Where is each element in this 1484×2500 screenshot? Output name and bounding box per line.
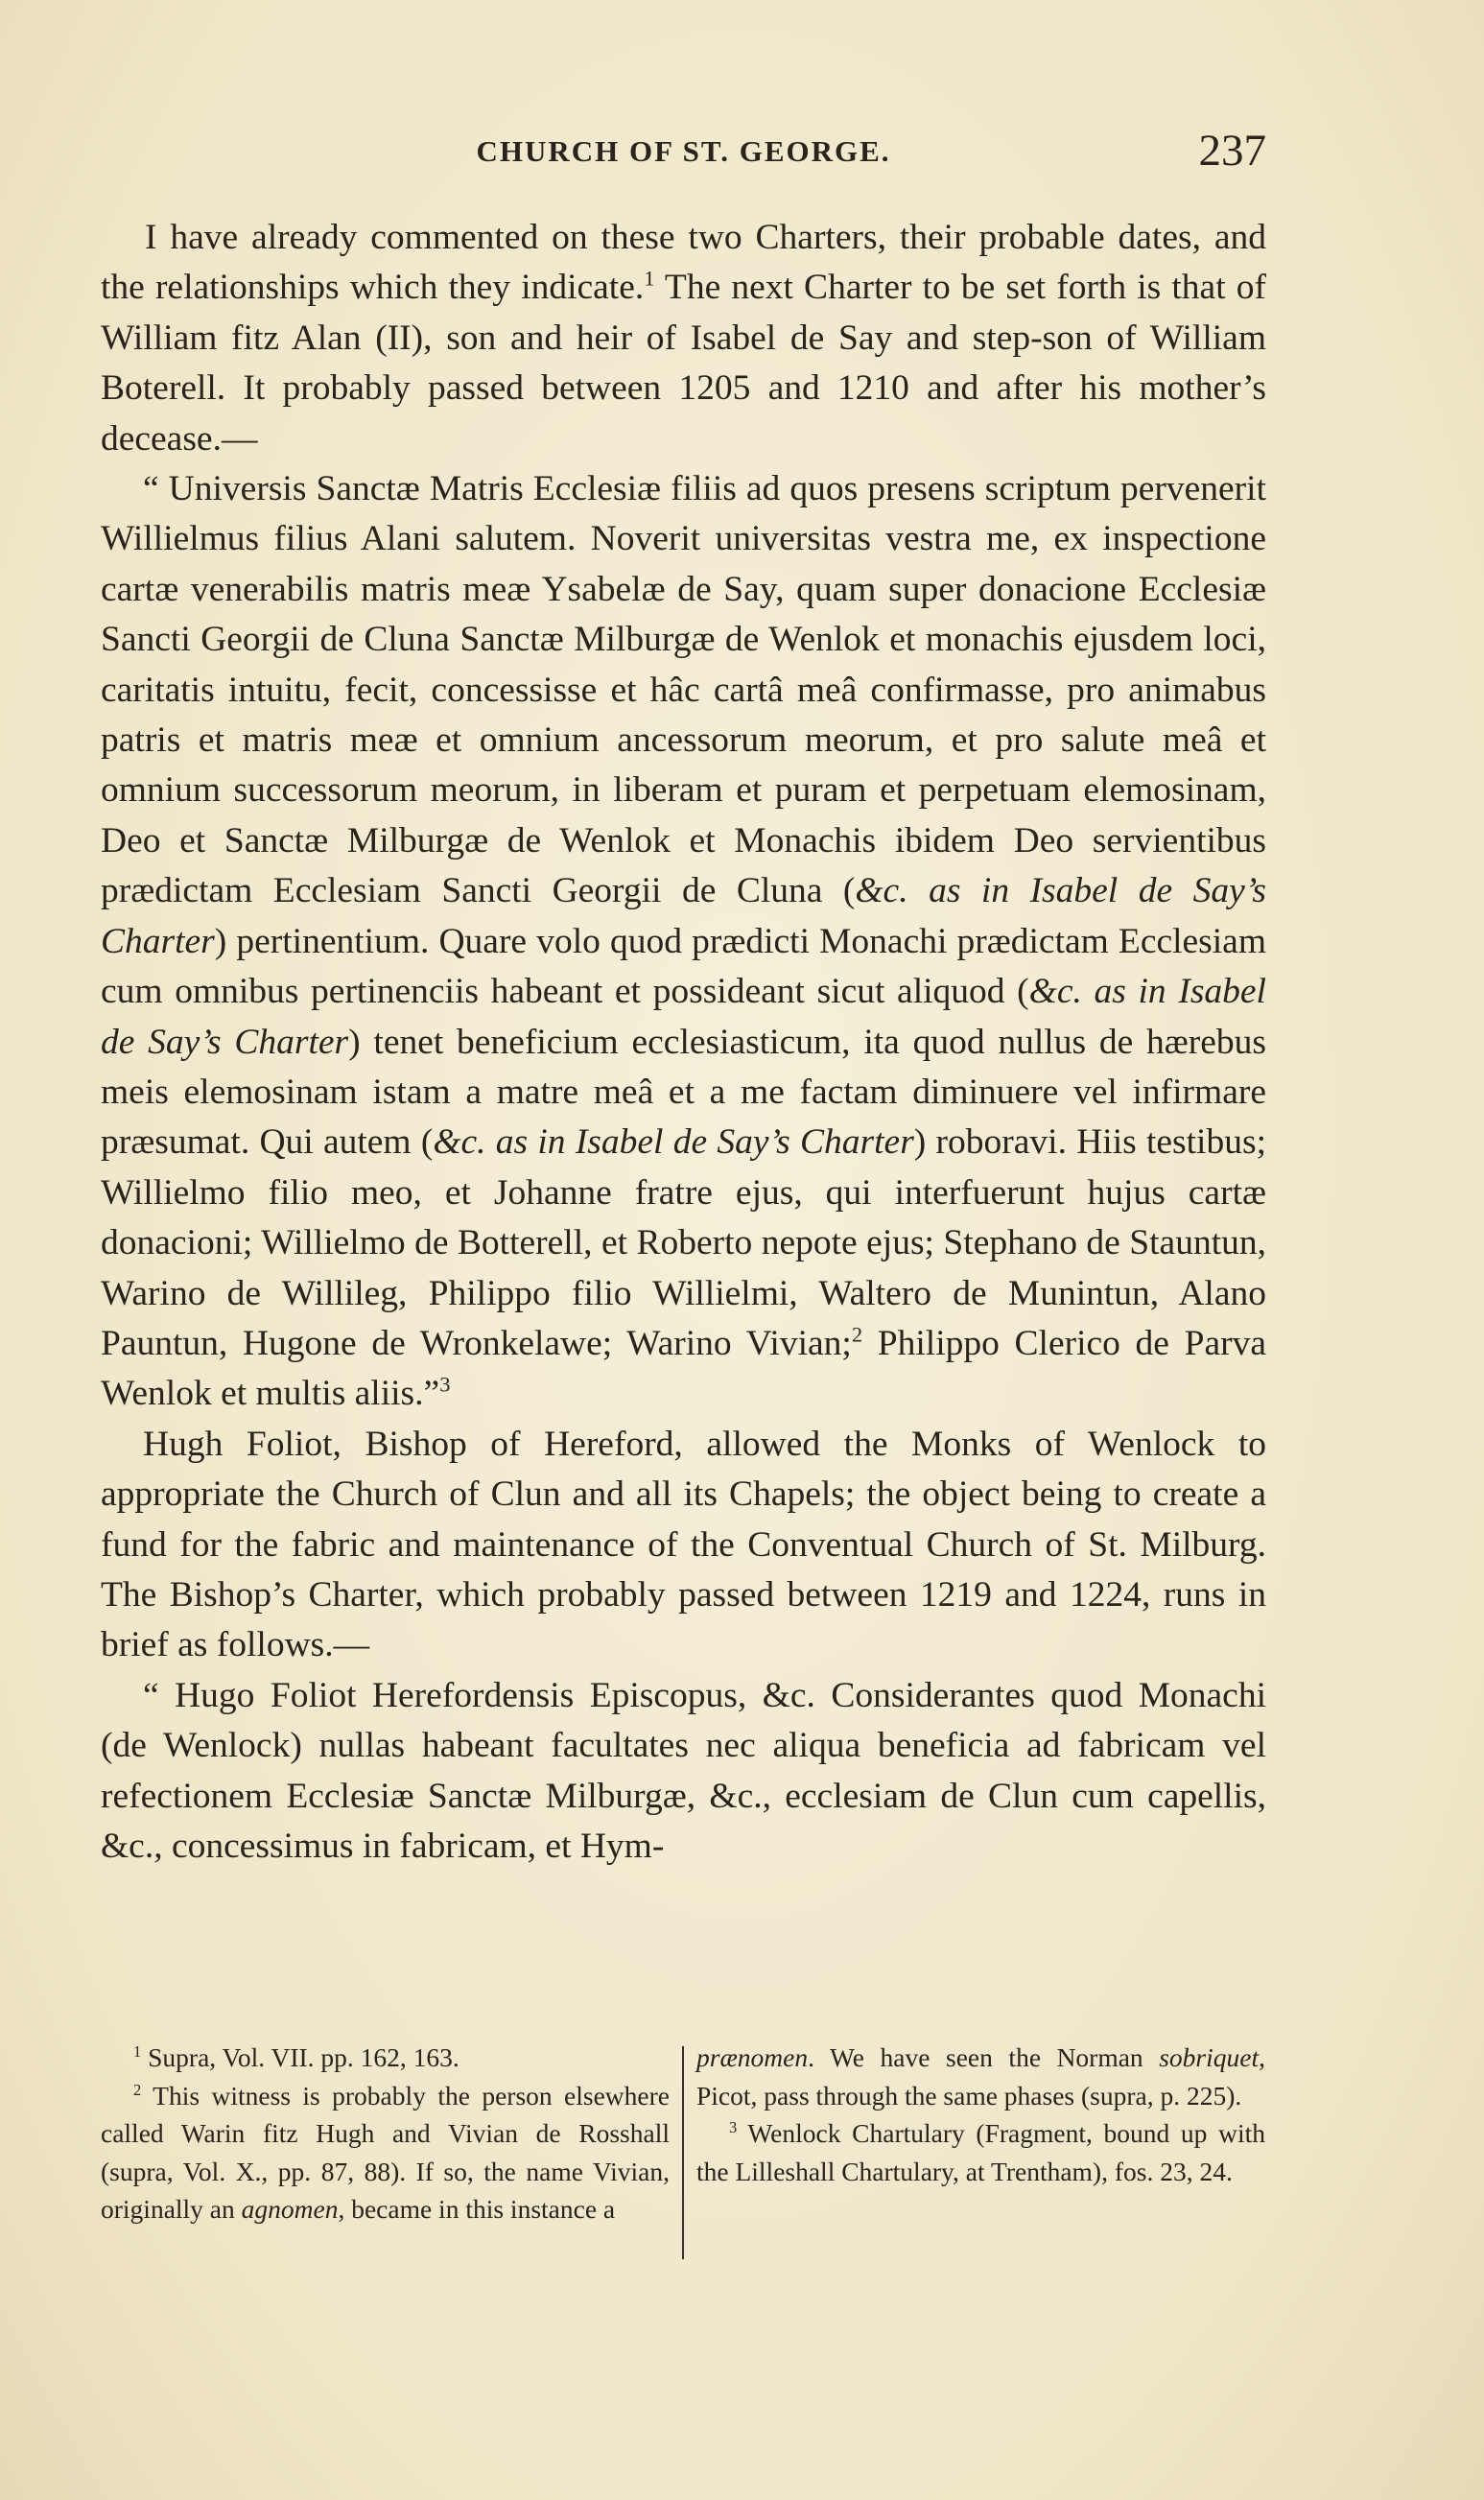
- text-run: “ Universis Sanctæ Matris Ecclesiæ filiis ad quos presens scriptum pervenerit Willielmus filius Alani salutem. Noverit universitas vestra me, ex inspectione cartæ venerabilis matris meæ Ysabelæ de Say, quam super donacione Ecclesiæ Sancti Georgii de Cluna Sanctæ Milburgæ de Wenlok et monachis ejusdem loci, caritatis intuitu, fecit, concessisse et hâc cartâ meâ confirmasse, pro animabus patris et matris meæ et omnium ancessorum meorum, et pro salute meâ et omnium successorum meorum, in liberam et puram et perpetuam elemosinam, Deo et Sanctæ Milburgæ de Wenlok et Monachis ibidem Deo servientibus prædictam Ecclesiam Sancti Georgii de Cluna (: [101, 469, 1266, 911]
- footnote-ref-3: 3: [439, 1372, 451, 1397]
- text-run: ) pertinentium. Quare volo quod prædicti Monachi prædictam Ecclesiam cum omnibus pertinenciis habeant et possideant sicut aliquod (: [101, 921, 1266, 1012]
- body-text: [101, 213, 1266, 1872]
- footnote-number: 2: [133, 2080, 142, 2099]
- footnote-ref-2: 2: [851, 1322, 863, 1347]
- text-run: Philippo Clerico de Parva Wenlok et multis aliis.”: [101, 1323, 1266, 1414]
- page-number: 237: [1198, 126, 1266, 176]
- footnote-ref-1: 1: [644, 266, 655, 291]
- footnote-column-right: [696, 2039, 1265, 2259]
- paragraph-commentary: [101, 213, 1266, 464]
- footnote-column-left: [101, 2039, 670, 2259]
- footnote-text: , Picot, pass through the same phases (supra, p. 225).: [696, 2042, 1265, 2111]
- footnote-2-continued: [696, 2039, 1265, 2114]
- text-run: ) tenet beneficium ecclesiasticum, ita quod nullus de hærebus meis elemosinam istam a matre meâ et a me factam diminuere vel infirmare præsumat. Qui autem (: [101, 1022, 1266, 1163]
- footnote-text: , became in this instance a: [338, 2194, 616, 2224]
- footnote-text: Supra, Vol. VII. pp. 162, 163.: [141, 2042, 459, 2072]
- text-run: Hugh Foliot, Bishop of Hereford, allowed the Monks of Wenlock to appropriate the Church of Clun and all its Chapels; the object being to create a fund for the fabric and maintenance of the Conventual Church of St. Milburg. The Bishop’s Charter, which probably passed between 1219 and 1224, runs in brief as follows.—: [101, 1424, 1266, 1665]
- footnote-number: 1: [133, 2041, 142, 2061]
- text-run: ) roboravi. Hiis testibus; Willielmo filio meo, et Johanne fratre ejus, qui interfuerunt hujus cartæ donacioni; Willielmo de Botterell, et Roberto nepote ejus; Stephano de Stauntun, Warino de Willileg, Philippo filio Willielmi, Waltero de Munintun, Alano Pauntun, Hugone de Wronkelawe; Warino Vivian;: [101, 1122, 1266, 1363]
- footnote-number: 3: [729, 2117, 738, 2136]
- footnote-3: [696, 2114, 1265, 2190]
- italic-run: &c. as in Isabel de Say’s Charter: [101, 972, 1266, 1062]
- text-run: The next Charter to be set forth is that of William fitz Alan (II), son and heir of Isabel de Say and step-son of William Boterell. It probably passed between 1205 and 1210 and after his mother’s decease.—: [101, 268, 1266, 459]
- footnote-text: Wenlock Chartulary (Fragment, bound up with the Lilleshall Chartulary, at Trentham), fos. 23, 24.: [696, 2118, 1265, 2186]
- paragraph-hugh-foliot: [101, 1420, 1266, 1671]
- footnotes: [101, 2039, 1266, 2259]
- text-run: I have already commented on these two Charters, their probable dates, and the relationships which they indicate.: [101, 218, 1266, 308]
- footnote-italic: prænomen: [696, 2042, 809, 2072]
- footnote-2: [101, 2077, 670, 2229]
- page-header: [101, 125, 1266, 176]
- footnote-1: [101, 2039, 670, 2077]
- footnote-text: This witness is probably the person elsewhere called Warin fitz Hugh and Vivian de Rosshall (supra, Vol. X., pp. 87, 88). If so, the name Vivian, originally an: [101, 2080, 670, 2224]
- italic-run: &c. as in Isabel de Say’s Charter: [433, 1122, 914, 1163]
- paragraph-bishop-charter: [101, 1671, 1266, 1873]
- footnote-divider: [682, 2046, 684, 2259]
- footnote-italic: agnomen: [241, 2194, 339, 2224]
- footnote-text: . We have seen the Norman: [808, 2042, 1160, 2072]
- italic-run: &c. as in Isabel de Say’s Charter: [101, 871, 1266, 961]
- paragraph-charter-william-fitz-alan: [101, 464, 1266, 1420]
- footnote-italic: sobriquet: [1159, 2042, 1260, 2072]
- text-run: “ Hugo Foliot Herefordensis Episcopus, &c. Considerantes quod Monachi (de Wenlock) nullas habeant facultates nec aliqua beneficia ad fabricam vel refectionem Ecclesiæ Sanctæ Milburgæ, &c., ecclesiam de Clun cum capellis, &c., concessimus in fabricam, et Hym-: [101, 1675, 1266, 1866]
- running-head: CHURCH OF ST. GEORGE.: [476, 134, 891, 168]
